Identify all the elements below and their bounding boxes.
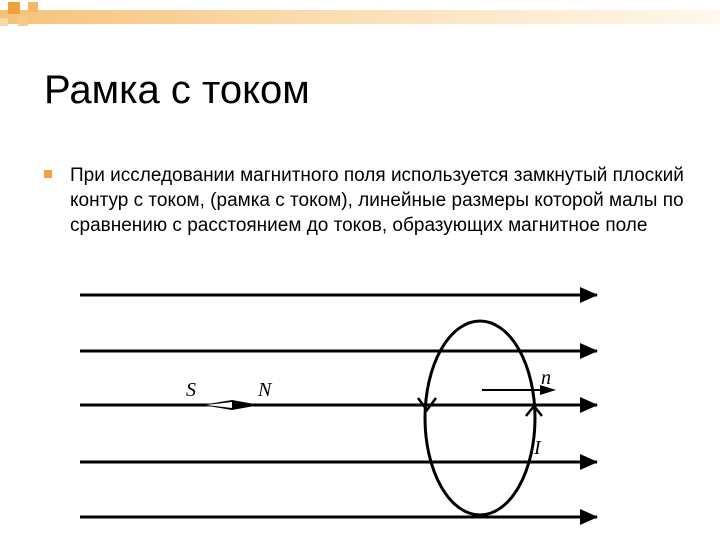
label-normal-n: n (541, 367, 551, 389)
label-south-pole: S (186, 379, 196, 401)
field-line-arrowhead (580, 343, 598, 359)
deco-square (18, 16, 28, 26)
field-line-arrowhead (580, 509, 598, 525)
deco-square (0, 18, 8, 26)
field-line-arrowhead (580, 287, 598, 303)
field-line-arrowhead (580, 454, 598, 470)
compass-needle (202, 400, 260, 410)
bullet-square-icon (44, 170, 52, 178)
deco-square (8, 2, 20, 14)
bullet-text: При исследовании магнитного поля используется замкнутый плоский контур с током, (рамка с током), линейные размеры которой малы по сравнению с расстоянием до токов, образующих магнитное поле (70, 165, 684, 236)
decorative-top-bar (0, 0, 720, 32)
deco-square (28, 2, 38, 12)
label-north-pole: N (258, 379, 272, 401)
label-current-i: I (534, 437, 541, 459)
field-line-arrowhead (580, 397, 598, 413)
slide-title: Рамка с током (44, 68, 310, 112)
magnetic-field-figure (0, 270, 720, 540)
